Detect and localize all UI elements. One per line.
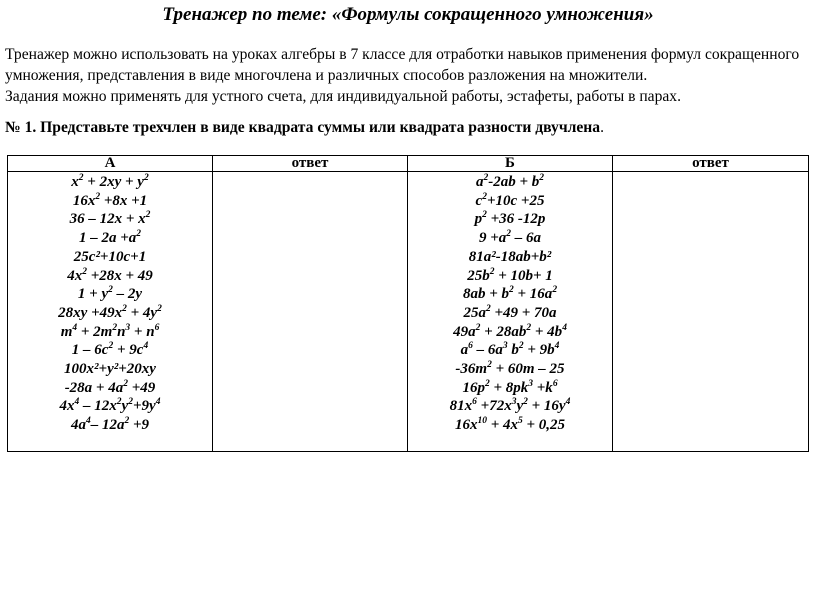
- header-answer-b: ответ: [613, 156, 809, 172]
- task-heading-text: № 1. Представьте трехчлен в виде квадрата суммы или квадрата разности двучлена: [5, 119, 601, 136]
- column-b-expression: $8ab + b^2 + 16a^2$: [462, 285, 558, 303]
- column-a-expression: $1 - 2a +a^2$: [78, 229, 142, 247]
- column-a-expression: 25c²+10c+1: [73, 248, 147, 265]
- column-b-expression: $25b^2 + 10b+ 1$: [467, 266, 553, 284]
- intro-paragraph-2: Задания можно применять для устного счета, для индивидуальной работы, эстафеты, работы в парах.: [5, 88, 682, 105]
- answer-a-cell[interactable]: [213, 172, 408, 452]
- column-b-expression: $81x^6 +72x^3y^2 + 16y^4$: [449, 397, 571, 415]
- column-a-expression: $4a^4-$ $12a^2 +9$: [70, 416, 150, 434]
- column-a-expression: $28xy +49x^2 + 4y^2$: [58, 303, 162, 321]
- intro-text: [5, 44, 815, 107]
- column-b-expression: $c^2+10c +25$: [475, 191, 545, 209]
- column-b-expression: $a^6 - 6a^3$ $b^2 + 9b^4$: [460, 341, 560, 359]
- task-heading: [5, 119, 604, 137]
- column-a-expression: $m^4 + 2m^2n^3 + n^6$: [60, 322, 160, 340]
- column-b-expression: $49a^2 + 28ab^2 + 4b^4$: [453, 322, 567, 340]
- column-b-expression: $p^2 +36$ -12p: [474, 210, 546, 228]
- page-title: Тренажер по теме: «Формулы сокращенного умножения»: [162, 4, 654, 25]
- column-b-expression: 81a²-18ab+b²: [468, 248, 552, 265]
- table-header-row: [8, 156, 809, 172]
- column-b-expression: $a^2-2ab + b^2$: [475, 173, 545, 190]
- header-answer-a: ответ: [213, 156, 408, 172]
- column-b-cell: [408, 172, 613, 452]
- table-row: [8, 172, 809, 452]
- column-b-expression: $16x^{10} + 4x^5 + 0,25$: [454, 416, 566, 434]
- column-a-expressions: [8, 173, 212, 435]
- column-b-expression: $25a^2 +49 + 70a$: [463, 303, 557, 321]
- header-column-a: А: [8, 156, 213, 172]
- column-b-expression: $9 +a^2 - 6a$: [478, 229, 542, 247]
- column-b-expression: $16p^2 + 8pk^3 +k^6$: [462, 378, 558, 396]
- header-column-b: Б: [408, 156, 613, 172]
- column-a-expression: $-28a + 4a^2 +49$: [64, 378, 156, 396]
- intro-paragraph-1: Тренажер можно использовать на уроках алгебры в 7 классе для отработки навыков применения формул сокращенного умножения, представления в виде многочлена и различных способов разложения на множители.: [5, 46, 800, 84]
- column-a-expression: 100x²+y²+20xy: [64, 361, 156, 378]
- column-a-expression: $4x^4 - 12x^2y^2+9y^4$: [59, 397, 161, 415]
- column-a-expression: $36 - 12x + x^2$: [69, 210, 151, 228]
- column-a-expression: $16x^2 +8x +1$: [72, 191, 148, 209]
- column-a-cell: [8, 172, 213, 452]
- column-a-expression: $1 + y^2 - 2y$: [77, 285, 143, 303]
- column-a-expression: $1 - 6c^2 + 9c^4$: [71, 341, 149, 359]
- answer-b-cell[interactable]: [613, 172, 809, 452]
- task-heading-end-mark: .: [600, 119, 604, 136]
- exercise-table: [7, 155, 809, 452]
- column-a-expression: $4x^2 +28x + 49$: [67, 266, 153, 284]
- column-b-expressions: [408, 173, 612, 435]
- column-b-expression: $-36m^2 + 60m - 25$: [455, 360, 565, 378]
- column-a-expression: $x^2 + 2xy + y^2$: [71, 173, 149, 190]
